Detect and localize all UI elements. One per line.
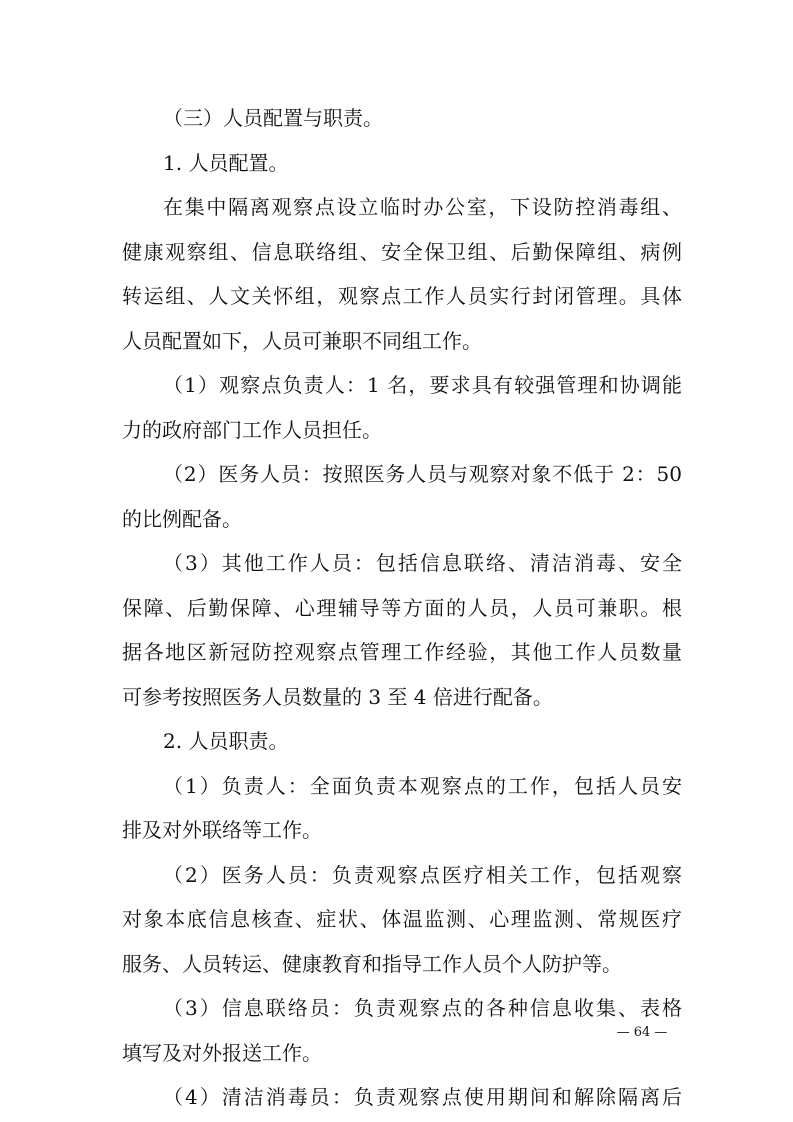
text-line: 转运组、人文关怀组，观察点工作人员实行封闭管理。具体 [122,284,682,308]
text-line: 保障、后勤保障、心理辅导等方面的人员，人员可兼职。根 [122,596,682,620]
text-line: 对象本底信息核查、症状、体温监测、心理监测、常规医疗 [122,907,682,931]
text-line: （1）观察点负责人：1 名，要求具有较强管理和协调能 [163,373,682,397]
text-line: （2）医务人员：负责观察点医疗相关工作，包括观察 [163,863,682,887]
text-line: 人员配置如下，人员可兼职不同组工作。 [122,329,482,353]
text-line: 在集中隔离观察点设立临时办公室，下设防控消毒组、 [163,195,682,219]
text-line: 排及对外联络等工作。 [122,818,322,842]
text-line: 力的政府部门工作人员担任。 [122,418,382,442]
text-line: 的比例配备。 [122,507,242,531]
subheading-staffing: 1. 人员配置。 [163,151,289,175]
text-line: （2）医务人员：按照医务人员与观察对象不低于 2：50 [163,462,682,486]
text-line: （3）其他工作人员：包括信息联络、清洁消毒、安全 [163,551,682,575]
text-line: （3）信息联络员：负责观察点的各种信息收集、表格 [163,996,682,1020]
text-line: （4）清洁消毒员：负责观察点使用期间和解除隔离后 [163,1085,682,1109]
text-line: 健康观察组、信息联络组、安全保卫组、后勤保障组、病例 [122,240,682,264]
page-number: — 64 — [616,1025,668,1040]
text-line: 服务、人员转运、健康教育和指导工作人员个人防护等。 [122,952,622,976]
text-line: 填写及对外报送工作。 [122,1041,322,1065]
text-line: 据各地区新冠防控观察点管理工作经验，其他工作人员数量 [122,640,682,664]
subheading-duties: 2. 人员职责。 [163,729,289,753]
text-line: （1）负责人：全面负责本观察点的工作，包括人员安 [163,774,682,798]
text-line: 可参考按照医务人员数量的 3 至 4 倍进行配备。 [122,685,553,709]
section-heading: （三）人员配置与职责。 [163,106,383,130]
